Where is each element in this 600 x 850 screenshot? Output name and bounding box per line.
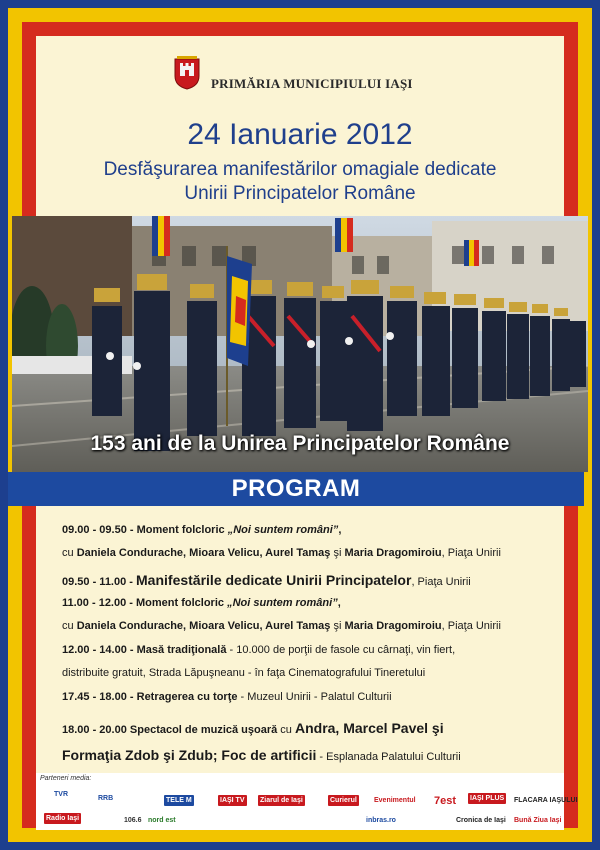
partner-logo: RRB (98, 795, 114, 802)
schedule-line: 12.00 - 14.00 - Masă tradiţională - 10.000 de porţii de fasole cu cârnaţi, vin fiert, (62, 644, 456, 656)
partner-logo: Radio Iaşi (46, 815, 80, 822)
schedule-line: 18.00 - 20.00 Spectacol de muzică uşoară cu Andra, Marcel Pavel şi (62, 720, 444, 736)
partner-logo: FLACARA IAŞULUI (514, 797, 578, 804)
schedule-line: cu Daniela Condurache, Mioara Velicu, Aurel Tamaş şi Maria Dragomiroiu, Piaţa Unirii (62, 620, 501, 632)
schedule-line: 17.45 - 18.00 - Retragerea cu torţe - Muzeul Unirii - Palatul Culturii (62, 691, 392, 703)
partner-logo: Bună Ziua Iaşi (514, 817, 562, 824)
partner-logo: Evenimentul (374, 797, 416, 804)
coat-of-arms-icon (174, 56, 200, 90)
partner-logo: 7est (434, 795, 457, 807)
partner-logo: nord est (148, 817, 176, 824)
partner-logo: IAŞI TV (220, 797, 245, 804)
program-title: PROGRAM (8, 472, 584, 506)
partner-logo: inbras.ro (366, 817, 396, 824)
partner-logo: IAŞI PLUS (470, 795, 505, 802)
schedule-line: 11.00 - 12.00 - Moment folcloric „Noi suntem români”, (62, 597, 341, 609)
schedule-line: distribuite gratuit, Strada Lăpuşneanu - în faţa Cinematografului Tineretului (62, 667, 426, 679)
photo-caption: 153 ani de la Unirea Principatelor Române (90, 432, 510, 455)
subtitle-line-1: Desfăşurarea manifestărilor omagiale dedicate (103, 159, 497, 180)
partner-logo: TELE M (166, 797, 192, 804)
event-date: 24 Ianuarie 2012 (187, 118, 413, 151)
partners-label: Parteneri media: (40, 775, 92, 782)
schedule-line: Formaţia Zdob şi Zdub; Foc de artificii - Esplanada Palatului Culturii (62, 747, 461, 763)
partner-logo: Ziarul de Iaşi (260, 797, 303, 804)
partner-logo: 106.6 (124, 817, 142, 824)
romanian-flag-icon (152, 216, 170, 256)
subtitle-line-2: Unirii Principatelor Române (184, 183, 416, 204)
media-partners (36, 773, 578, 830)
institution-name: PRIMĂRIA MUNICIPIULUI IAŞI (211, 76, 413, 91)
schedule-line: 09.50 - 11.00 - Manifestările dedicate Unirii Principatelor, Piaţa Unirii (62, 572, 471, 588)
partner-logo: Cronica de Iaşi (456, 817, 506, 824)
schedule-line: cu Daniela Condurache, Mioara Velicu, Aurel Tamaş şi Maria Dragomiroiu, Piaţa Unirii (62, 547, 501, 559)
partner-logo: Curierul (330, 797, 357, 804)
schedule-line: 09.00 - 09.50 - Moment folcloric „Noi suntem români”, (62, 524, 342, 536)
event-subtitle (36, 158, 564, 206)
partner-logo: TVR (54, 791, 68, 798)
